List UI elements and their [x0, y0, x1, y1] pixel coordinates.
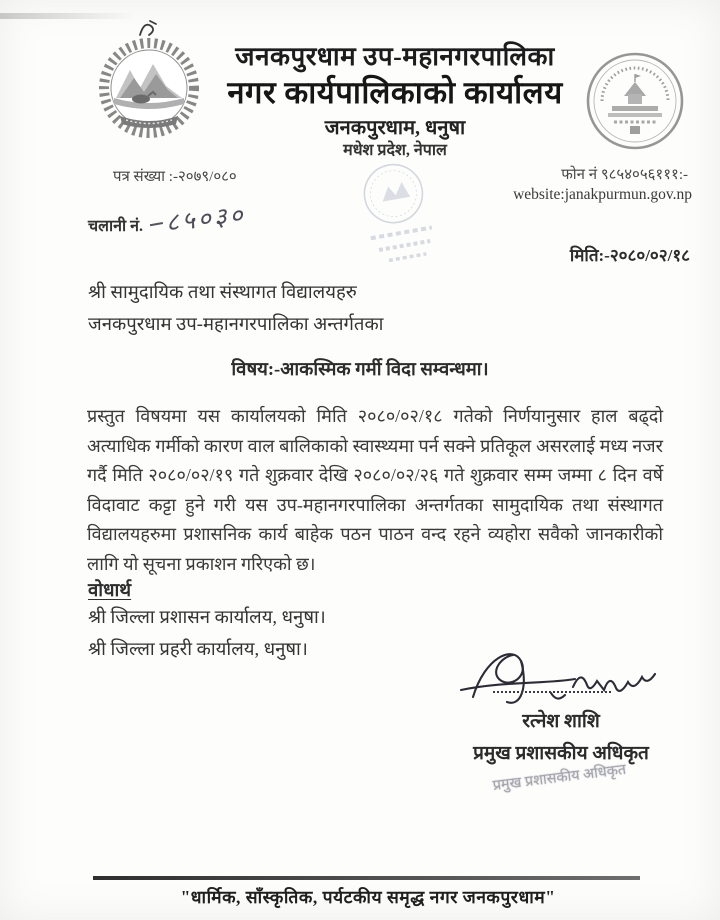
recipient-line-2: जनकपुरधाम उप-महानगरपालिका अन्तर्गतका	[88, 315, 384, 335]
cc-item: श्री जिल्ला प्रशासन कार्यालय, धनुषा।	[88, 608, 326, 628]
scan-edge-artifact	[0, 13, 135, 19]
municipal-seal-icon	[584, 50, 686, 152]
organization-name: जनकपुरधाम उप-महानगरपालिका	[235, 42, 555, 71]
website-text: website:janakpurmun.gov.np	[513, 186, 692, 203]
phone-number: फोन नं ९८५४०५६१११:-	[561, 167, 688, 183]
signatory-title: प्रमुख प्रशासकीय अधिकृत	[473, 743, 649, 764]
letter-date: मिति:-२०८०/०२/१८	[569, 246, 690, 265]
recipient-line-1: श्री सामुदायिक तथा संस्थागत विद्यालयहरु	[88, 283, 357, 303]
nepal-emblem-icon	[96, 36, 204, 144]
chalani-label: चलानी नं.	[88, 218, 144, 235]
office-name: नगर कार्यपालिकाको कार्यालय	[227, 74, 563, 110]
office-place: जनकपुरधाम, धनुषा	[324, 116, 466, 139]
footer-divider	[93, 876, 640, 880]
chalani-handwritten-value: ८५०३०	[164, 201, 248, 238]
body-paragraph: प्रस्तुत विषयमा यस कार्यालयको मिति २०८०/०२/१८ गतेको निर्णयानुसार हाल बढ्दो अत्याधिक गर्मीको कारण वाल बालिकाको स्वास्थ्यमा पर्न सक्ने प्रतिकूल असरलाई मध्य नजर गर्दै मिति २०८०/०२/१९ गते शुक्रवार देखि २०८०/०२/२६ गते शुक्रवार सम्म जम्मा ८ दिन वर्षे विदावाट कट्टा हुने गरी यस उप-महानगरपालिका अन्तर्गतका सामुदायिक तथा संस्थागत विद्यालयहरुमा प्रशासनिक कार्य बाहेक पठन पाठन वन्द रहने व्यहोरा सवैको जानकारीको लागि यो सूचना प्रकाशन गरिएको छ।	[87, 406, 663, 574]
cc-heading: वोधार्थ	[88, 581, 132, 601]
signatory-name: रत्नेश शाशि	[522, 711, 600, 732]
subject-line: विषय:-आकस्मिक गर्मी विदा सम्वन्धमा।	[231, 360, 489, 380]
chalani-number	[88, 201, 248, 239]
office-stamp-watermark-icon	[328, 147, 481, 290]
footer-slogan: "धार्मिक, साँस्कृतिक, पर्यटकीय समृद्ध नगर जनकपुरधाम"	[180, 887, 556, 907]
letter-ref-number: पत्र संख्या :-२०७९/०८०	[113, 169, 237, 185]
signatory-stamp-text: प्रमुख प्रशासकीय अधिकृत	[491, 761, 627, 795]
signature-dotted-line	[493, 691, 611, 693]
letterhead	[200, 42, 590, 160]
office-province: मधेश प्रदेश, नेपाल	[343, 141, 447, 159]
pen-stroke	[150, 222, 163, 226]
cc-item: श्री जिल्ला प्रहरी कार्यालय, धनुषा।	[88, 640, 308, 660]
